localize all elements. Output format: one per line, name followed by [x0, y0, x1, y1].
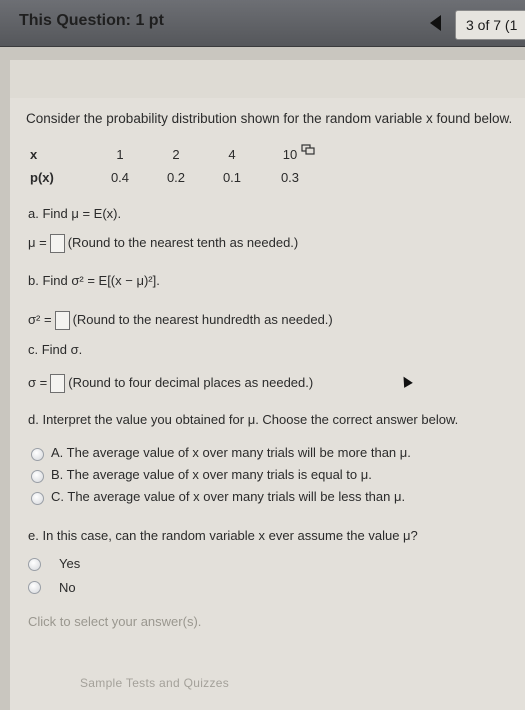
yes-option-text[interactable]: Yes: [59, 556, 81, 571]
table-cell: 0.2: [166, 170, 186, 185]
option-b-text[interactable]: B. The average value of x over many trials is equal to μ.: [51, 467, 372, 482]
question-progress[interactable]: 3 of 7 (1: [455, 10, 525, 40]
part-c-hint: (Round to four decimal places as needed.): [68, 374, 314, 390]
variance-answer-input[interactable]: [55, 311, 70, 330]
option-b-radio[interactable]: [31, 470, 44, 483]
part-c-label: c. Find σ.: [28, 342, 83, 357]
table-cell: 0.4: [110, 170, 130, 185]
part-a-label: a. Find μ = E(x).: [28, 206, 122, 221]
question-prompt: Consider the probability distribution shown for the random variable x found below.: [26, 111, 513, 126]
select-answer-hint: Click to select your answer(s).: [28, 614, 202, 629]
px-header: p(x): [30, 170, 54, 185]
part-a-answer-row: [28, 234, 298, 253]
part-e-label: e. In this case, can the random variable x ever assume the value μ?: [28, 528, 418, 543]
copy-table-icon[interactable]: [301, 144, 315, 156]
question-points-title: This Question: 1 pt: [19, 12, 164, 29]
std-dev-answer-input[interactable]: [50, 374, 65, 393]
mu-answer-input[interactable]: [50, 234, 65, 253]
sigma-symbol: σ =: [28, 374, 48, 390]
sigma-squared-symbol: σ² =: [28, 311, 52, 327]
yes-radio[interactable]: [28, 558, 41, 571]
table-cell: 0.3: [280, 170, 300, 185]
part-c-answer-row: [28, 374, 313, 393]
table-row: [30, 166, 320, 189]
panel-header-stripe: [10, 60, 525, 98]
no-option-text[interactable]: No: [59, 580, 76, 595]
x-header: x: [30, 147, 38, 162]
part-b-answer-row: [28, 311, 333, 330]
option-c-text[interactable]: C. The average value of x over many trials will be less than μ.: [51, 489, 406, 504]
question-header: [0, 0, 525, 47]
no-radio[interactable]: [28, 581, 41, 594]
part-b-hint: (Round to the nearest hundredth as needed.): [72, 311, 333, 327]
previous-question-button[interactable]: [420, 10, 450, 36]
arrow-left-icon: [430, 15, 441, 31]
footer-link-text[interactable]: Sample Tests and Quizzes: [80, 676, 230, 690]
option-c-radio[interactable]: [31, 492, 44, 505]
table-cell: 2: [172, 147, 180, 162]
part-a-hint: (Round to the nearest tenth as needed.): [67, 234, 299, 250]
table-cell: 1: [116, 147, 124, 162]
table-cell: 10: [282, 147, 298, 162]
table-cell: 0.1: [222, 170, 242, 185]
part-d-label: d. Interpret the value you obtained for μ. Choose the correct answer below.: [28, 412, 459, 427]
table-cell: 4: [228, 147, 236, 162]
part-b-label: b. Find σ² = E[(x − μ)²].: [28, 273, 160, 288]
option-a-text[interactable]: A. The average value of x over many trials will be more than μ.: [51, 445, 411, 460]
mu-symbol: μ =: [28, 234, 47, 250]
table-row: [30, 143, 320, 166]
option-a-radio[interactable]: [31, 448, 44, 461]
distribution-table: [30, 143, 320, 189]
